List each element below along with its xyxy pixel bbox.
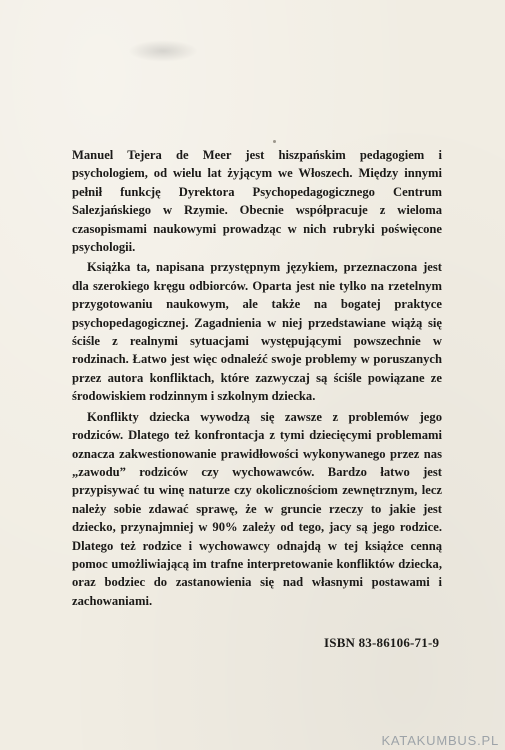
book-description-paragraph: Książka ta, napisana przystępnym językiem, przeznaczona jest dla szerokiego kręgu odbiorców. Oparta jest nie tylko na rzetelnym przygotowaniu naukowym, ale także na bogatej praktyce psychopedagogicznej. Zagadnienia w niej przedstawiane wiążą się ściśle z realnymi sytuacjami występującymi powszechnie w rodzinach. Łatwo jest więc odnaleźć swoje problemy w poruszanych przez autora konfliktach, które zazwyczaj są ściśle powiązane ze środowiskiem rodzinnym i szkolnym dziecka. [72, 260, 442, 404]
ink-dot [273, 140, 276, 143]
print-smudge [128, 40, 198, 62]
site-watermark: KATAKUMBUS.PL [381, 733, 499, 748]
cover-blurb [72, 146, 442, 612]
isbn-number: ISBN 83-86106-71-9 [324, 635, 440, 650]
conflicts-paragraph: Konflikty dziecka wywodzą się zawsze z problemów jego rodziców. Dlatego też konfrontacja z tymi dziecięcymi problemami oznacza zakwestionowanie prawidłowości wykonywanego przez nas „zawodu” rodziców czy wychowawców. Bardzo łatwo jest przypisywać tu winę naturze czy okolicznościom zewnętrznym, lecz należy sobie zdawać sprawę, że w gruncie rzeczy to jakie jest dziecko, przynajmniej w 90% zależy od tego, jacy są jego rodzice. Dlatego też rodzice i wychowawcy odnajdą w tej książce cenną pomoc umożliwiającą im trafne interpretowanie konfliktów dziecka, oraz bodziec do zastanowienia się nad własnymi postawami i zachowaniami. [72, 409, 442, 608]
author-bio-paragraph: Manuel Tejera de Meer jest hiszpańskim pedagogiem i psychologiem, od wielu lat żyjącym we Włoszech. Między innymi pełnił funkcję Dyrektora Psychopedagogicznego Centrum Salezjańskiego w Rzymie. Obecnie współpracuje z wieloma czasopismami naukowymi prowadząc w nich rubryki poświęcone psychologii. [72, 148, 442, 255]
